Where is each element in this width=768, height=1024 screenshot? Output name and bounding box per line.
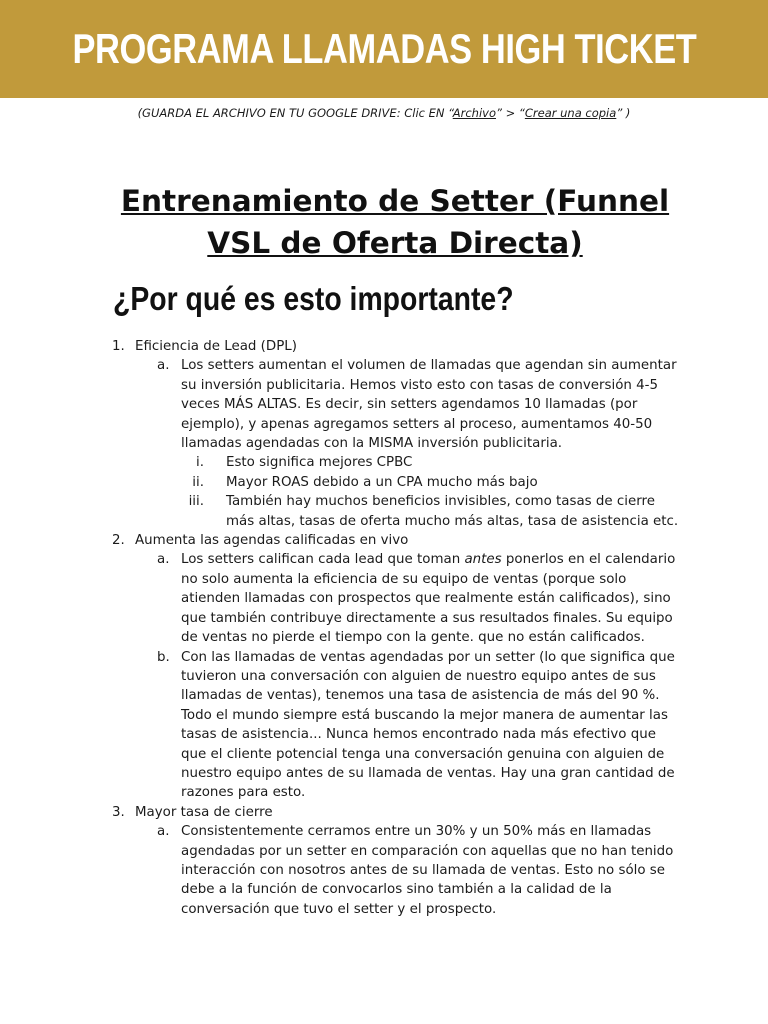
sub-list-item-text: Consistentemente cerramos entre un 30% y un 50% más en llamadas agendadas por un setter en comparación con aquellas que no han tenido interacción con nosotros antes de su llamada de ventas. Esto no sólo se debe a la función de convocarlos sino también a la calidad de la conversación que tuvo el setter y el prospecto. [181,824,674,917]
numbered-list [0,337,768,919]
drive-note-suffix: ” ) [616,106,631,120]
list-marker: 3. [112,804,125,820]
sub-sub-list-item [0,453,681,472]
list-marker: b. [157,649,170,665]
drive-note-middle: ” > “ [495,106,525,120]
sub-sub-list-item [0,473,681,492]
text-segment: Los setters califican cada lead que toman [181,552,465,568]
sub-list-item-text [181,552,675,645]
crear-copia-link[interactable]: Crear una copia [524,106,617,120]
document-title: Entrenamiento de Setter (Funnel VSL de Oferta Directa) [120,184,670,260]
sub-list-item [0,822,681,919]
list-marker: i. [196,455,204,471]
list-item-text: Eficiencia de Lead (DPL) [135,339,297,354]
sub-list-item-text: Con las llamadas de ventas agendadas por un setter (lo que significa que tuvieron una conversación con alguien de nuestro equipo antes de sus llamadas de ventas), tenemos una tasa de asistencia de más del 90 %. Todo el mundo siempre está buscando la mejor manera de aumentar las tasas de asistencia... Nunca hemos encontrado nada más efectivo que que el cliente potencial tenga una conversación genuina con alguien de nuestro equipo antes de su llamada de ventas. Hay una gran cantidad de razones para esto. [181,649,675,801]
sub-sub-list-item-text: Mayor ROAS debido a un CPA mucho más bajo [226,474,538,490]
text-segment: ponerlos en el calendario no solo aumenta la eficiencia de su equipo de ventas (porque solo atienden llamadas con prospectos que realmente están calificados), sino que también contribuye directamente a sus resultados finales. Su equipo de ventas no pierde el tiempo con la gente. que no están calificados. [181,552,676,646]
list-item [0,803,695,822]
banner-title: PROGRAMA LLAMADAS HIGH TICKET [72,25,696,72]
sub-sub-list-item-text: También hay muchos beneficios invisibles, como tasas de cierre más altas, tasas de oferta mucho más altas, tasa de asistencia etc. [226,494,679,529]
list-marker: a. [157,552,170,568]
list-marker: 2. [112,533,125,549]
list-marker: iii. [188,494,204,510]
emphasized-word: antes [464,552,502,568]
list-marker: a. [157,824,170,840]
header-banner [0,0,768,98]
list-item [0,531,695,550]
sub-sub-list-item [0,492,681,531]
list-marker: a. [157,358,170,374]
sub-list-item [0,356,681,453]
sub-list-item [0,648,681,803]
list-marker: ii. [192,474,204,490]
list-item-text: Aumenta las agendas calificadas en vivo [135,533,409,549]
list-item [0,337,695,356]
drive-copy-note [0,106,768,120]
sub-list-item-text: Los setters aumentan el volumen de llamadas que agendan sin aumentar su inversión publicitaria. Hemos visto esto con tasas de conversión 4-5 veces MÁS ALTAS. Es decir, sin setters agendamos 10 llamadas (por ejemplo), y apenas agregamos setters al proceso, aumentamos 40-50 llamadas agendadas con la MISMA inversión publicitaria. [181,358,677,452]
section-heading: ¿Por qué es esto importante? [113,280,514,317]
sub-sub-list-item-text: Esto significa mejores CPBC [226,455,413,471]
archivo-link[interactable]: Archivo [452,106,496,120]
drive-note-prefix: (GUARDA EL ARCHIVO EN TU GOOGLE DRIVE: Clic EN “ [137,106,453,120]
list-item-text: Mayor tasa de cierre [135,804,273,820]
list-marker: 1. [112,339,125,354]
sub-list-item [0,550,681,647]
